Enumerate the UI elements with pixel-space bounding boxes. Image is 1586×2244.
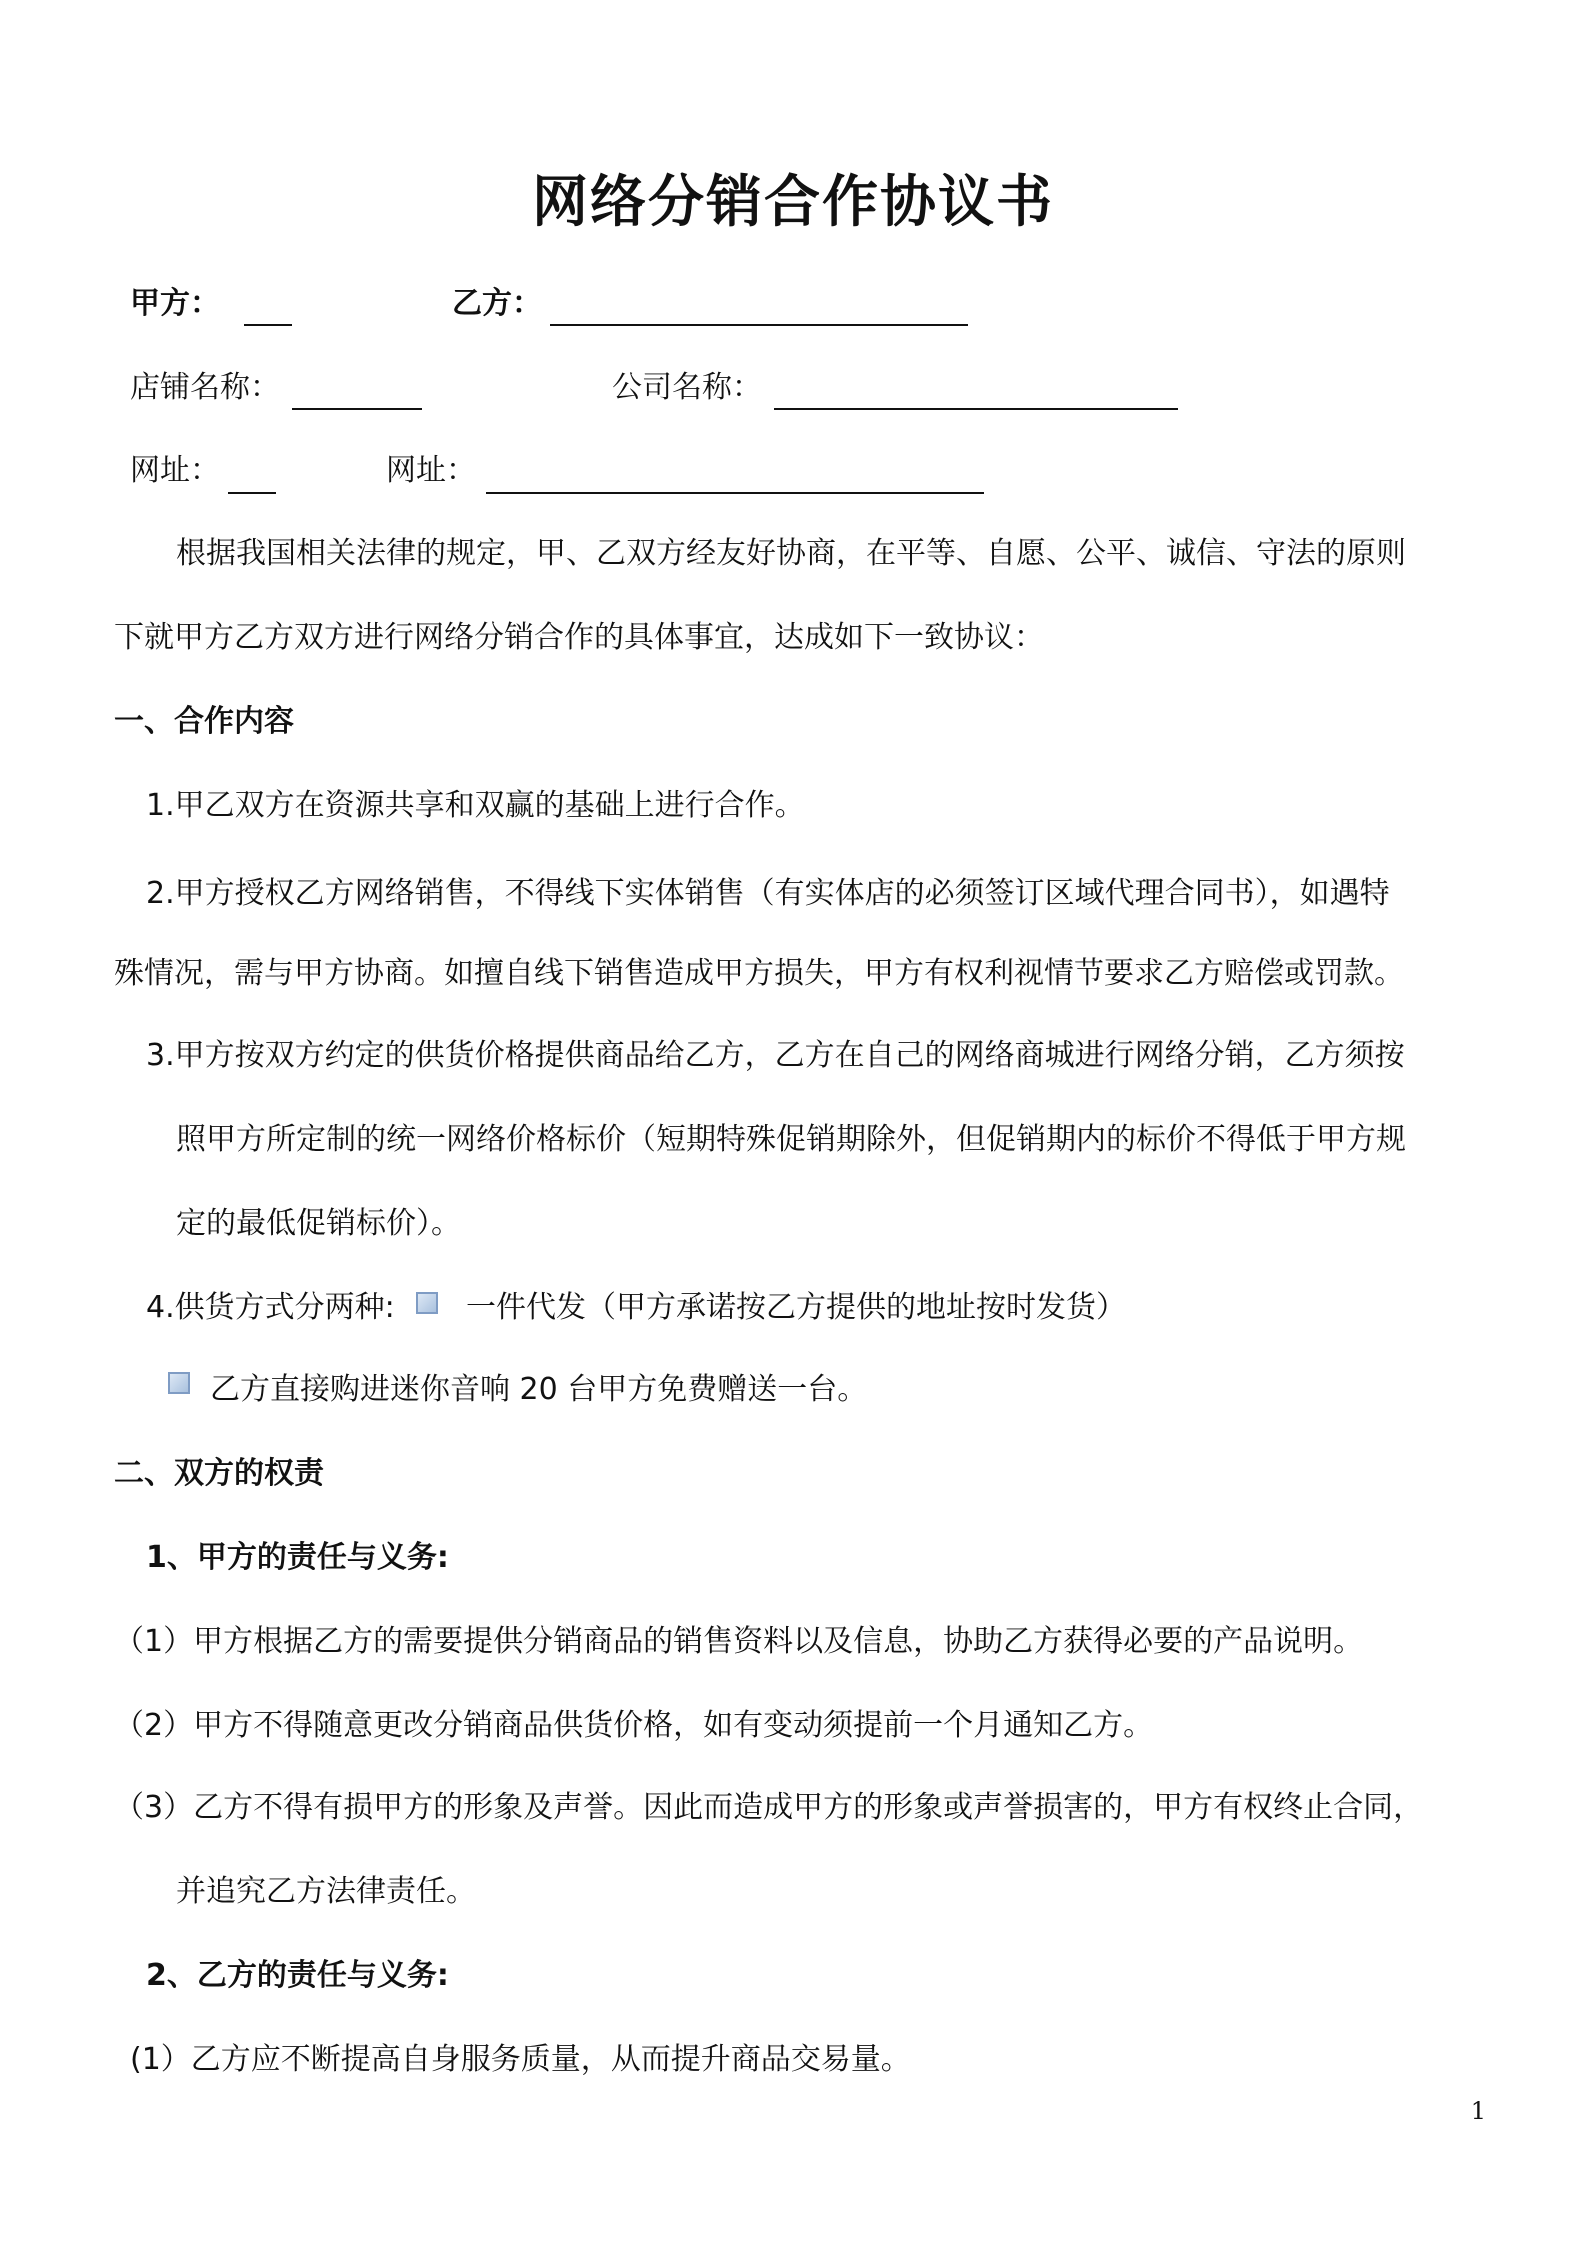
company-name-blank[interactable] (774, 408, 1178, 410)
party-a-duty-3-line-2: 并追究乙方法律责任。 (176, 1874, 476, 1909)
intro-line-2: 下就甲方乙方双方进行网络分销合作的具体事宜，达成如下一致协议： (114, 620, 1044, 655)
party-b-blank[interactable] (550, 324, 968, 326)
url-b-blank[interactable] (486, 492, 984, 494)
company-name-label: 公司名称： (612, 370, 762, 405)
page-number: 1 (1470, 2097, 1486, 2125)
party-a-duty-1: （1）甲方根据乙方的需要提供分销商品的销售资料以及信息，协助乙方获得必要的产品说明。 (114, 1624, 1364, 1659)
party-b-label: 乙方： (452, 286, 542, 321)
url-a-blank[interactable] (228, 492, 276, 494)
section-1-item-3-line-1: 3.甲方按双方约定的供货价格提供商品给乙方，乙方在自己的网络商城进行网络分销，乙方须按 (146, 1038, 1405, 1073)
shop-name-label: 店铺名称： (130, 370, 280, 405)
party-b-duties-heading: 2、乙方的责任与义务: (146, 1958, 449, 1993)
option-bulk-purchase-checkbox[interactable] (168, 1372, 190, 1394)
shop-name-blank[interactable] (292, 408, 422, 410)
section-1-item-1: 1.甲乙双方在资源共享和双赢的基础上进行合作。 (146, 788, 805, 823)
url-a-label: 网址： (130, 453, 220, 488)
option-dropship-label: 一件代发（甲方承诺按乙方提供的地址按时发货） (466, 1290, 1126, 1325)
intro-line-1: 根据我国相关法律的规定，甲、乙双方经友好协商，在平等、自愿、公平、诚信、守法的原则 (176, 536, 1406, 571)
section-1-item-2-line-2: 殊情况，需与甲方协商。如擅自线下销售造成甲方损失，甲方有权利视情节要求乙方赔偿或罚款。 (114, 956, 1404, 991)
party-a-blank[interactable] (244, 324, 292, 326)
party-a-duties-heading: 1、甲方的责任与义务: (146, 1540, 449, 1575)
party-b-duty-1: (1）乙方应不断提高自身服务质量，从而提升商品交易量。 (130, 2042, 911, 2077)
document-title: 网络分销合作协议书 (532, 170, 1054, 235)
section-1-item-3-line-2: 照甲方所定制的统一网络价格标价（短期特殊促销期除外，但促销期内的标价不得低于甲方规 (176, 1122, 1406, 1157)
section-1-item-3-line-3: 定的最低促销标价）。 (176, 1206, 461, 1241)
section-2-heading: 二、双方的权责 (114, 1456, 324, 1491)
url-b-label: 网址： (386, 453, 476, 488)
option-dropship-checkbox[interactable] (416, 1292, 438, 1314)
section-1-heading: 一、合作内容 (114, 704, 294, 739)
option-bulk-purchase-label: 乙方直接购进迷你音响 20 台甲方免费赠送一台。 (210, 1372, 868, 1407)
party-a-label: 甲方： (130, 286, 220, 321)
party-a-duty-3-line-1: （3）乙方不得有损甲方的形象及声誉。因此而造成甲方的形象或声誉损害的，甲方有权终止合同， (114, 1790, 1424, 1825)
party-a-duty-2: （2）甲方不得随意更改分销商品供货价格，如有变动须提前一个月通知乙方。 (114, 1708, 1154, 1743)
section-1-item-4-prefix: 4.供货方式分两种: (146, 1290, 395, 1325)
section-1-item-2-line-1: 2.甲方授权乙方网络销售，不得线下实体销售（有实体店的必须签订区域代理合同书），如遇特 (146, 876, 1390, 911)
